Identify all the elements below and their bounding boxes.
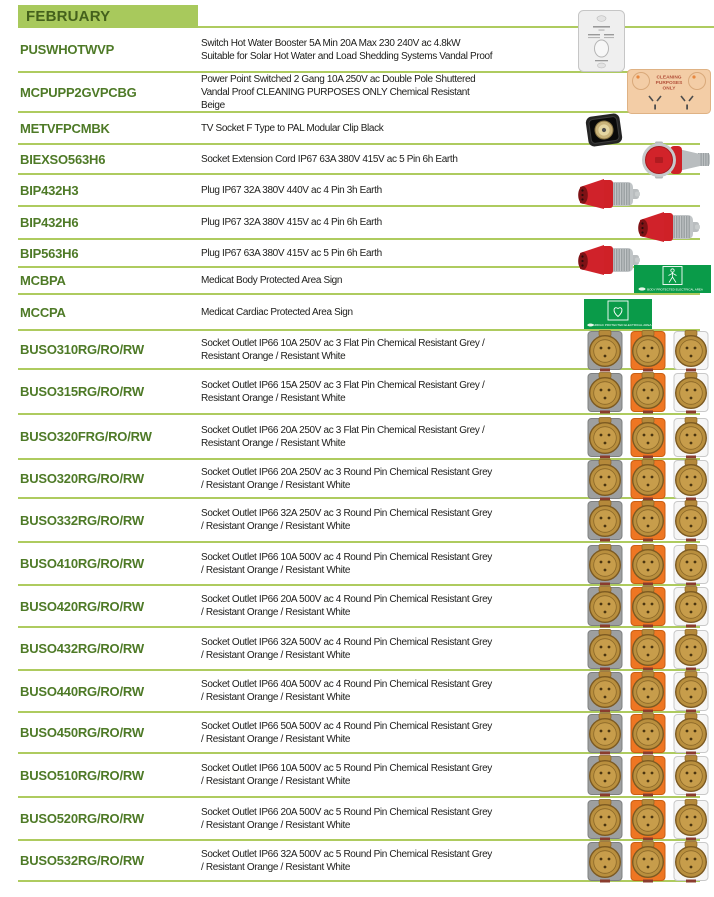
svg-text:CARDIAC PROTECTED ELECTRICAL A: CARDIAC PROTECTED ELECTRICAL AREA <box>590 323 652 328</box>
socket-triplet-image <box>585 754 711 798</box>
socket-triplet-image <box>585 585 711 629</box>
product-description: Socket Extension Cord IP67 63A 380V 415V ac 5 Pin 6h Earth <box>201 153 458 165</box>
product-description: Socket Outlet IP66 20A 250V ac 3 Round Pin Chemical Resistant Grey / Resistant Orange / Resistant White <box>201 466 492 491</box>
socket-outlet-graphic <box>585 329 625 373</box>
socket-outlet-triplet <box>585 371 711 415</box>
socket-outlet-triplet <box>585 585 711 629</box>
product-row-text <box>18 145 700 173</box>
product-description: Socket Outlet IP66 32A 500V ac 4 Round Pin Chemical Resistant Grey / Resistant Orange / Resistant White <box>201 636 492 661</box>
product-code: BUSO532RG/RO/RW <box>20 853 144 868</box>
socket-outlet-graphic <box>671 840 711 884</box>
product-code: BUSO410RG/RO/RW <box>20 556 144 571</box>
product-description: Plug IP67 63A 380V 415V ac 5 Pin 6h Earth <box>201 247 382 259</box>
product-row-buso320frg-ro-rw <box>18 415 700 460</box>
socket-outlet-graphic <box>671 329 711 373</box>
month-header-bar <box>18 5 198 28</box>
product-row-buso320rg-ro-rw <box>18 460 700 499</box>
product-code: BUSO510RG/RO/RW <box>20 767 144 783</box>
socket-outlet-graphic <box>585 798 625 842</box>
socket-outlet-graphic <box>671 798 711 842</box>
socket-triplet-image <box>585 840 711 884</box>
product-code: PUSWHOTWVP <box>20 42 115 57</box>
product-description: Socket Outlet IP66 32A 250V ac 3 Round Pin Chemical Resistant Grey / Resistant Orange / Resistant White <box>201 508 492 532</box>
product-description: Plug IP67 32A 380V 440V ac 4 Pin 3h Earth <box>201 184 382 196</box>
sign-body-image <box>634 265 711 293</box>
product-description: Socket Outlet IP66 50A 500V ac 4 Round Pin Chemical Resistant Grey / Resistant Orange / Resistant White <box>201 720 492 745</box>
socket-outlet-graphic <box>585 585 625 629</box>
sign-heart-image <box>584 299 652 329</box>
product-row-buso332rg-ro-rw <box>18 499 700 543</box>
product-code: BUSO432RG/RO/RW <box>20 641 144 656</box>
red-plug-graphic <box>577 176 641 212</box>
socket-triplet-image <box>585 798 711 842</box>
red-plug-image <box>637 209 701 245</box>
socket-outlet-graphic <box>628 458 668 502</box>
socket-outlet-triplet <box>585 754 711 798</box>
product-row-mcpupp2gvpcbg <box>18 73 700 113</box>
red-plug-graphic <box>637 209 701 245</box>
product-code: BIP432H3 <box>20 182 79 198</box>
svg-text:PURPOSES: PURPOSES <box>655 81 683 86</box>
socket-triplet-image <box>585 371 711 415</box>
socket-outlet-graphic <box>671 458 711 502</box>
product-description: Power Point Switched 2 Gang 10A 250V ac Double Pole Shuttered Vandal Proof CLEANING PURPOSES ONLY Chemical Resistant Beige <box>201 73 476 111</box>
product-code: BUSO332RG/RO/RW <box>20 512 144 528</box>
product-code: BUSO310RG/RO/RW <box>20 342 144 357</box>
svg-text:CLEANING: CLEANING <box>656 75 682 81</box>
power-point-graphic <box>627 69 711 114</box>
product-description: Socket Outlet IP66 32A 500V ac 5 Round Pin Chemical Resistant Grey / Resistant Orange / Resistant White <box>201 848 492 873</box>
product-code: BUSO440RG/RO/RW <box>20 683 144 699</box>
product-code: METVFPCMBK <box>20 120 110 136</box>
product-code: BUSO450RG/RO/RW <box>20 725 144 740</box>
product-row-buso520rg-ro-rw <box>18 798 700 841</box>
body-protected-sign-graphic <box>634 265 711 293</box>
product-description: Switch Hot Water Booster 5A Min 20A Max 230 240V ac 4.8kW Suitable for Solar Hot Water and Load Shedding Systems Vandal Proof <box>201 37 493 62</box>
product-row-buso532rg-ro-rw <box>18 841 700 882</box>
socket-outlet-triplet <box>585 543 711 587</box>
product-code: BUSO320FRG/RO/RW <box>20 429 152 444</box>
month-title: FEBRUARY <box>26 8 111 25</box>
product-row-bip432h3 <box>18 175 700 207</box>
socket-outlet-graphic <box>585 712 625 756</box>
switch-plate-image <box>578 10 625 72</box>
product-description: Socket Outlet IP66 40A 500V ac 4 Round Pin Chemical Resistant Grey / Resistant Orange / Resistant White <box>201 679 492 703</box>
socket-triplet-image <box>585 416 711 460</box>
socket-outlet-graphic <box>628 499 668 543</box>
socket-outlet-graphic <box>585 670 625 714</box>
product-description: Socket Outlet IP66 10A 500V ac 5 Round Pin Chemical Resistant Grey / Resistant Orange / Resistant White <box>201 763 492 787</box>
product-row-mccpa <box>18 295 700 331</box>
socket-outlet-graphic <box>628 712 668 756</box>
socket-outlet-graphic <box>585 840 625 884</box>
product-row-text <box>18 73 700 111</box>
power-point-image <box>627 69 711 114</box>
socket-outlet-triplet <box>585 840 711 884</box>
socket-outlet-graphic <box>671 712 711 756</box>
product-description: Plug IP67 32A 380V 415V ac 4 Pin 6h Earth <box>201 217 382 228</box>
socket-outlet-graphic <box>628 670 668 714</box>
product-description: Socket Outlet IP66 20A 500V ac 4 Round Pin Chemical Resistant Grey / Resistant Orange / Resistant White <box>201 594 492 618</box>
product-row-buso510rg-ro-rw <box>18 754 700 798</box>
socket-outlet-graphic <box>585 416 625 460</box>
socket-triplet-image <box>585 712 711 756</box>
socket-outlet-graphic <box>628 543 668 587</box>
socket-outlet-graphic <box>671 628 711 672</box>
socket-outlet-graphic <box>585 754 625 798</box>
product-code: BIEXSO563H6 <box>20 151 106 167</box>
product-description: Socket Outlet IP66 10A 250V ac 3 Flat Pin Chemical Resistant Grey / Resistant Orange / Resistant White <box>201 337 485 362</box>
product-row-puswhotwvp <box>18 28 700 73</box>
cardiac-protected-sign-graphic <box>584 299 652 329</box>
socket-triplet-image <box>585 329 711 373</box>
socket-outlet-triplet <box>585 712 711 756</box>
product-code: MCPUPP2GVPCBG <box>20 84 137 100</box>
socket-outlet-triplet <box>585 416 711 460</box>
product-row-bip563h6 <box>18 240 700 268</box>
product-row-buso432rg-ro-rw <box>18 628 700 671</box>
socket-outlet-graphic <box>585 499 625 543</box>
switch-plate-graphic <box>578 10 625 72</box>
socket-triplet-image <box>585 628 711 672</box>
product-table <box>18 28 703 882</box>
socket-outlet-triplet <box>585 329 711 373</box>
socket-outlet-triplet <box>585 458 711 502</box>
socket-outlet-graphic <box>585 458 625 502</box>
socket-outlet-triplet <box>585 670 711 714</box>
socket-triplet-image <box>585 543 711 587</box>
product-code: BUSO420RG/RO/RW <box>20 598 144 614</box>
socket-outlet-graphic <box>585 371 625 415</box>
product-description: Socket Outlet IP66 20A 500V ac 5 Round Pin Chemical Resistant Grey / Resistant Orange / Resistant White <box>201 806 492 831</box>
product-description: Socket Outlet IP66 20A 250V ac 3 Flat Pin Chemical Resistant Grey / Resistant Orange / Resistant White <box>201 424 485 449</box>
product-code: BUSO520RG/RO/RW <box>20 811 144 826</box>
product-code: MCBPA <box>20 273 66 288</box>
product-description: Socket Outlet IP66 15A 250V ac 3 Flat Pin Chemical Resistant Grey / Resistant Orange / Resistant White <box>201 379 485 404</box>
product-row-buso420rg-ro-rw <box>18 586 700 628</box>
product-row-buso410rg-ro-rw <box>18 543 700 586</box>
socket-outlet-graphic <box>628 628 668 672</box>
product-code: BIP432H6 <box>20 215 79 230</box>
socket-outlet-graphic <box>628 754 668 798</box>
product-code: BIP563H6 <box>20 245 79 261</box>
product-row-biexso563h6 <box>18 145 700 175</box>
red-plug-image <box>577 242 641 278</box>
socket-outlet-triplet <box>585 628 711 672</box>
socket-outlet-graphic <box>671 543 711 587</box>
socket-outlet-triplet <box>585 798 711 842</box>
svg-text:BODY PROTECTED ELECTRICAL AREA: BODY PROTECTED ELECTRICAL AREA <box>647 287 703 292</box>
product-description: Medicat Cardiac Protected Area Sign <box>201 306 353 318</box>
product-description: TV Socket F Type to PAL Modular Clip Black <box>201 122 384 134</box>
socket-outlet-graphic <box>671 499 711 543</box>
red-plug-image <box>577 176 641 212</box>
socket-outlet-graphic <box>671 585 711 629</box>
socket-outlet-graphic <box>671 416 711 460</box>
socket-outlet-graphic <box>585 543 625 587</box>
red-socket-image <box>640 141 712 179</box>
tv-socket-graphic <box>583 113 626 147</box>
socket-triplet-image <box>585 670 711 714</box>
socket-outlet-triplet <box>585 499 711 543</box>
socket-outlet-graphic <box>628 329 668 373</box>
socket-outlet-graphic <box>671 670 711 714</box>
socket-triplet-image <box>585 458 711 502</box>
red-plug-graphic <box>577 242 641 278</box>
socket-outlet-graphic <box>628 416 668 460</box>
product-description: Socket Outlet IP66 10A 500V ac 4 Round Pin Chemical Resistant Grey / Resistant Orange / Resistant White <box>201 551 492 576</box>
tv-socket-image <box>583 113 626 147</box>
socket-outlet-graphic <box>628 371 668 415</box>
product-row-buso440rg-ro-rw <box>18 671 700 713</box>
socket-outlet-graphic <box>671 371 711 415</box>
product-description: Medicat Body Protected Area Sign <box>201 275 343 286</box>
product-row-buso450rg-ro-rw <box>18 713 700 754</box>
socket-outlet-graphic <box>628 798 668 842</box>
socket-triplet-image <box>585 499 711 543</box>
product-code: BUSO315RG/RO/RW <box>20 384 144 399</box>
svg-text:ONLY: ONLY <box>662 86 676 92</box>
product-row-metvfpcmbk <box>18 113 700 145</box>
product-row-buso315rg-ro-rw <box>18 370 700 415</box>
socket-outlet-graphic <box>585 628 625 672</box>
socket-outlet-graphic <box>628 840 668 884</box>
product-code: MCCPA <box>20 304 66 320</box>
red-socket-graphic <box>640 141 712 179</box>
product-row-buso310rg-ro-rw <box>18 331 700 370</box>
socket-outlet-graphic <box>628 585 668 629</box>
product-code: BUSO320RG/RO/RW <box>20 471 144 486</box>
socket-outlet-graphic <box>671 754 711 798</box>
